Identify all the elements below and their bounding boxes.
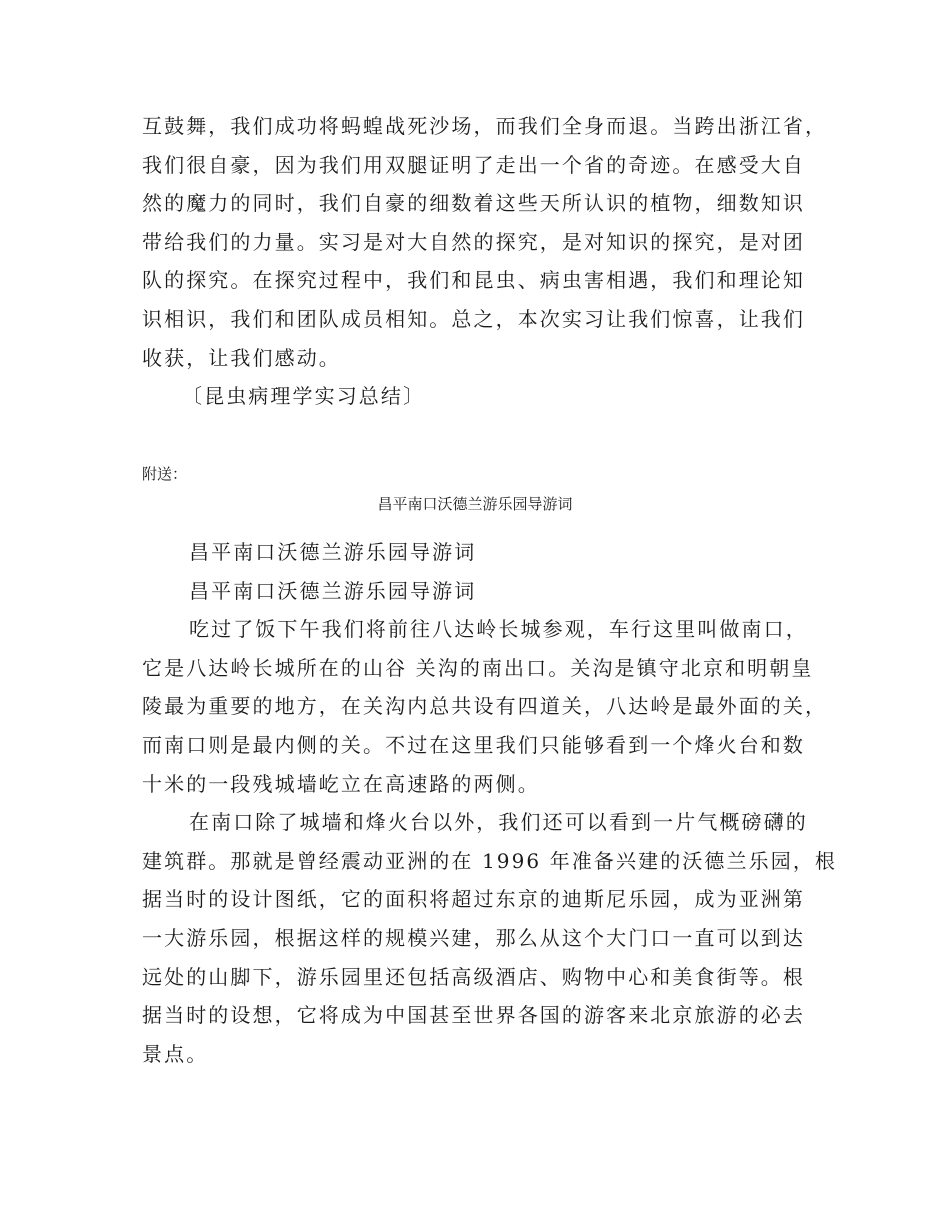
paragraph-line: 据当时的设计图纸，它的面积将超过东京的迪斯尼乐园，成为亚洲第 xyxy=(142,887,805,912)
article-paragraph xyxy=(142,803,838,1073)
paragraph-line: 远处的山脚下，游乐园里还包括高级酒店、购物中心和美食街等。根 xyxy=(142,964,805,989)
paragraph-line: 而南口则是最内侧的关。不过在这里我们只能够看到一个烽火台和数 xyxy=(142,732,805,757)
summary-caption: 〔昆虫病理学实习总结〕 xyxy=(182,384,426,409)
paragraph-line: 它是八达岭长城所在的山谷 关沟的南出口。关沟是镇守北京和明朝皇 xyxy=(142,655,814,680)
summary-line: 队的探究。在探究过程中，我们和昆虫、病虫害相遇，我们和理论知 xyxy=(142,268,805,293)
summary-paragraph xyxy=(142,107,828,377)
article-heading: 昌平南口沃德兰游乐园导游词 xyxy=(189,540,477,564)
paragraph-line: 十米的一段残城墙屹立在高速路的两侧。 xyxy=(142,771,540,796)
internship-summary-section xyxy=(142,107,828,416)
paragraph-line: 陵最为重要的地方，在关沟内总共设有四道关，八达岭是最外面的关， xyxy=(142,694,828,719)
paragraph-line: 吃过了饭下午我们将前往八达岭长城参观，车行这里叫做南口， xyxy=(189,617,808,642)
summary-line: 我们很自豪，因为我们用双腿证明了走出一个省的奇迹。在感受大自 xyxy=(142,152,805,177)
paragraph-line: 一大游乐园，根据这样的规模兴建，那么从这个大门口一直可以到达 xyxy=(142,925,805,950)
paragraph-line: 建筑群。那就是曾经震动亚洲的在 1996 年准备兴建的沃德兰乐园，根 xyxy=(142,848,838,873)
summary-line: 带给我们的力量。实习是对大自然的探究，是对知识的探究，是对团 xyxy=(142,229,805,254)
summary-line: 互鼓舞，我们成功将蚂蝗战死沙场，而我们全身而退。当跨出浙江省， xyxy=(142,114,828,138)
summary-line: 然的魔力的同时，我们自豪的细数着这些天所认识的植物，细数知识 xyxy=(142,191,805,216)
tour-guide-article xyxy=(142,533,838,1073)
appendix-label: 附送： xyxy=(142,465,188,483)
paragraph-line: 据当时的设想，它将成为中国甚至世界各国的游客来北京旅游的必去 xyxy=(142,1003,805,1028)
summary-line: 识相识，我们和团队成员相知。总之，本次实习让我们惊喜，让我们 xyxy=(142,306,805,331)
article-heading: 昌平南口沃德兰游乐园导游词 xyxy=(189,578,477,603)
appendix-title: 昌平南口沃德兰游乐园导游词 xyxy=(377,495,573,513)
summary-line: 收获，让我们感动。 xyxy=(142,345,341,370)
paragraph-line: 在南口除了城墙和烽火台以外，我们还可以看到一片气概磅礴的 xyxy=(189,810,808,835)
article-paragraph xyxy=(142,610,828,803)
paragraph-line: 景点。 xyxy=(142,1041,209,1066)
